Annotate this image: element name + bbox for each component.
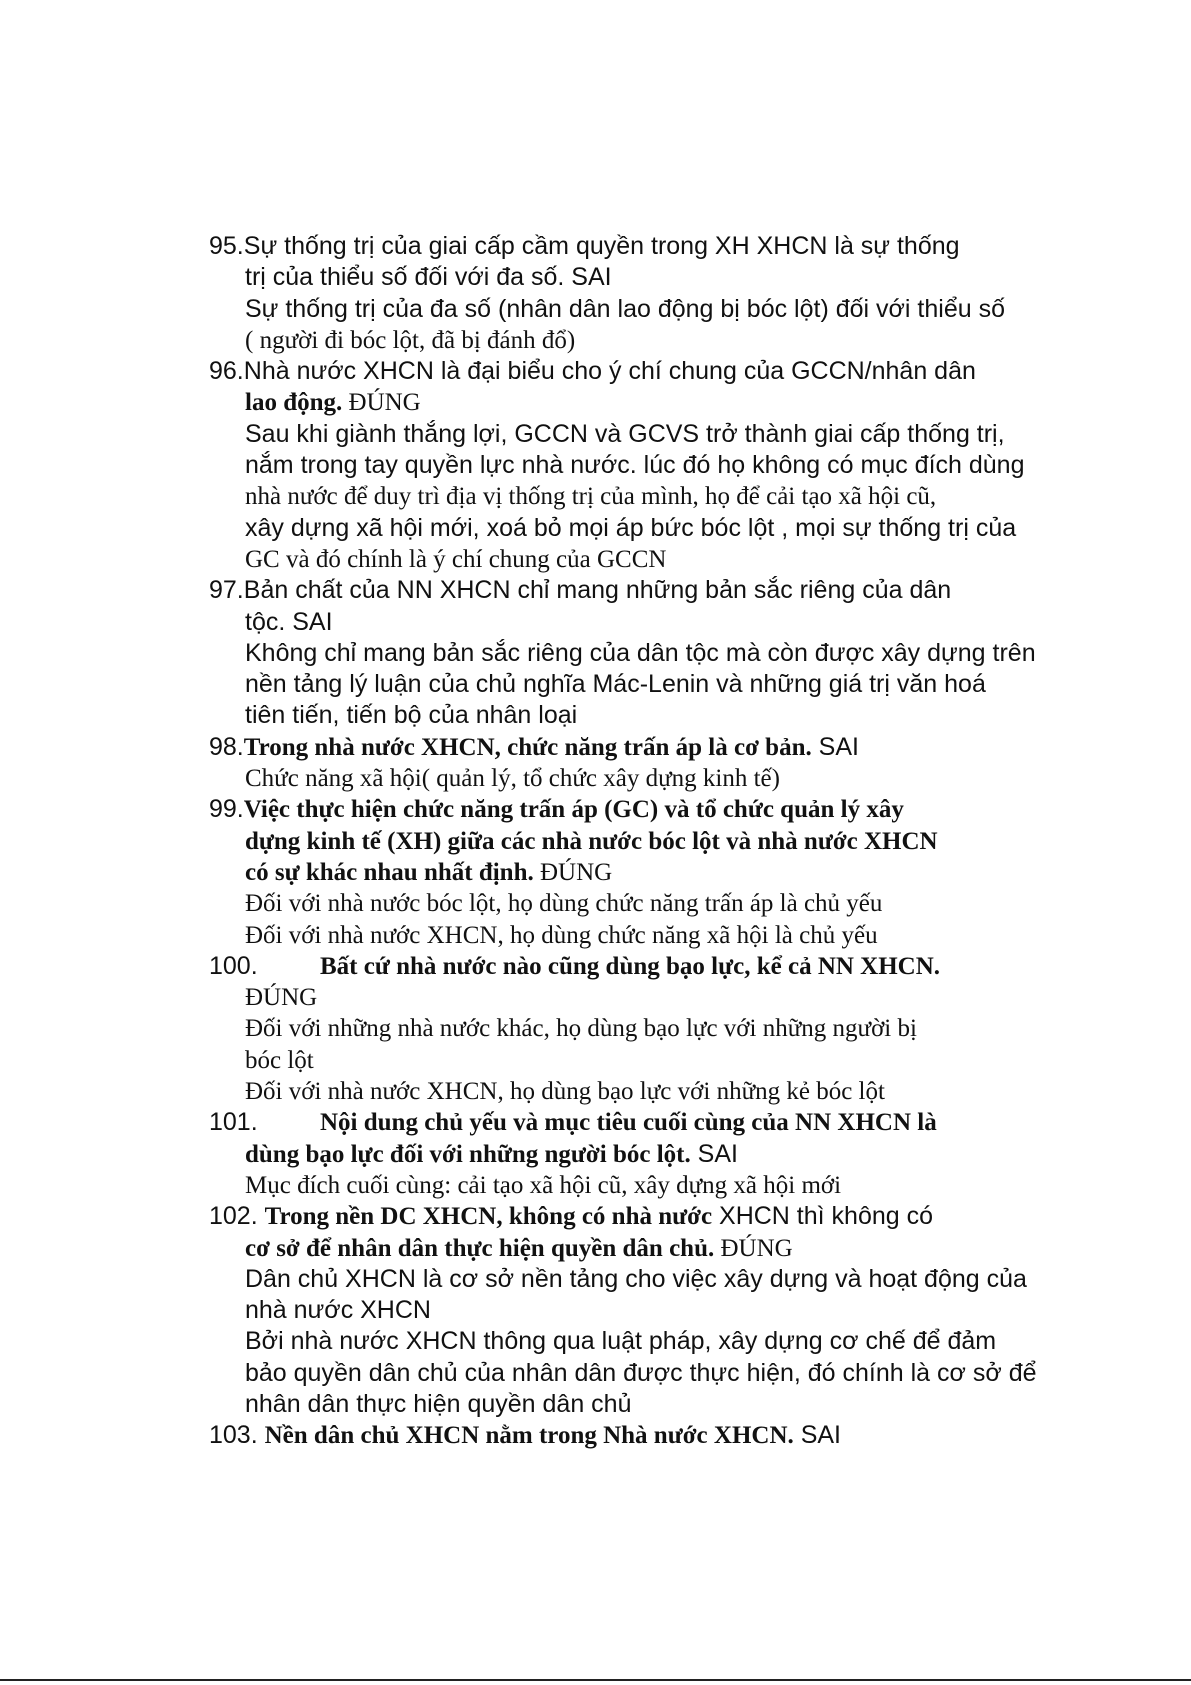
question-text: trị của thiểu số đối với đa số. [245, 263, 565, 292]
answer-line: Đối với nhà nước XHCN, họ dùng chức năng xã hội là chủ yếu [245, 921, 878, 949]
verdict: ĐÚNG [533, 858, 613, 886]
verdict: SAI [690, 1139, 738, 1168]
question-99 [209, 794, 1109, 950]
question-text: Trong nền DC XHCN, không có nhà nước [264, 1203, 713, 1231]
answer-line: nhà nước XHCN [245, 1296, 431, 1325]
question-number: 98. [209, 732, 244, 761]
answer-line: Mục đích cuối cùng: cải tạo xã hội cũ, xây dựng xã hội mới [245, 1171, 842, 1199]
question-number: 99. [209, 795, 244, 824]
question-number: 100. [209, 951, 258, 980]
question-96 [209, 356, 1109, 575]
question-100 [209, 951, 1109, 1107]
verdict: SAI [811, 732, 859, 761]
question-text: cơ sở để nhân dân thực hiện quyền dân chủ. [245, 1234, 715, 1262]
answer-line: bóc lột [245, 1046, 314, 1074]
answer-line: Đối với nhà nước bóc lột, họ dùng chức năng trấn áp là chủ yếu [245, 890, 883, 918]
verdict: ĐÚNG [342, 389, 421, 417]
question-text: Nền dân chủ XHCN nằm trong Nhà nước XHCN. [264, 1422, 794, 1450]
answer-line: xây dựng xã hội mới, xoá bỏ mọi áp bức bóc lột , mọi sự thống trị của [245, 513, 1017, 542]
answer-line: nhân dân thực hiện quyền dân chủ [245, 1389, 632, 1418]
question-number: 102. [209, 1202, 258, 1231]
question-text: dựng kinh tế (XH) giữa các nhà nước bóc lột và nhà nước XHCN [245, 827, 938, 855]
question-98 [209, 732, 1109, 795]
page-bottom-rule [0, 1679, 1191, 1681]
answer-line: nền tảng lý luận của chủ nghĩa Mác-Lenin và những giá trị văn hoá [245, 670, 986, 699]
question-103 [209, 1420, 1109, 1451]
verdict: ĐÚNG [714, 1234, 793, 1262]
verdict: ĐÚNG [245, 984, 318, 1012]
question-text: XHCN thì không có [712, 1202, 934, 1231]
answer-line: Đối với những nhà nước khác, họ dùng bạo lực với những người bị [245, 1015, 917, 1043]
question-101 [209, 1107, 1109, 1201]
question-text: Bất cứ nhà nước nào cũng dùng bạo lực, kể cả NN XHCN. [320, 952, 941, 980]
question-text: lao động. [245, 389, 343, 417]
answer-line: Bởi nhà nước XHCN thông qua luật pháp, xây dựng cơ chế để đảm [245, 1327, 997, 1356]
question-number: 103. [209, 1421, 258, 1450]
question-number: 101. [209, 1108, 258, 1137]
answer-line: nhà nước để duy trì địa vị thống trị của mình, họ để cải tạo xã hội cũ, [245, 483, 937, 511]
verdict: SAI [793, 1421, 842, 1450]
answer-line: Sự thống trị của đa số (nhân dân lao động bị bóc lột) đối với thiểu số [245, 294, 1005, 323]
answer-line: Chức năng xã hội( quản lý, tổ chức xây dựng kinh tế) [245, 765, 780, 793]
answer-line: Dân chủ XHCN là cơ sở nền tảng cho việc xây dựng và hoạt động của [245, 1264, 1027, 1293]
question-text: Bản chất của NN XHCN chỉ mang những bản sắc riêng của dân [243, 576, 952, 605]
question-95 [209, 231, 1109, 356]
question-102 [209, 1201, 1109, 1420]
question-text: Nội dung chủ yếu và mục tiêu cuối cùng của NN XHCN là [320, 1109, 937, 1137]
question-text: Trong nhà nước XHCN, chức năng trấn áp là cơ bản. [243, 733, 812, 761]
answer-line: Không chỉ mang bản sắc riêng của dân tộc mà còn được xây dựng trên [245, 638, 1036, 667]
answer-line: ( người đi bóc lột, đã bị đánh đổ) [245, 326, 576, 354]
question-text: dùng bạo lực đối với những người bóc lột. [245, 1140, 691, 1168]
question-text: Nhà nước XHCN là đại biểu cho ý chí chung của GCCN/nhân dân [243, 357, 976, 386]
question-text: Sự thống trị của giai cấp cầm quyền trong XH XHCN là sự thống [243, 232, 960, 260]
question-text: tộc. [245, 607, 286, 636]
question-number: 97. [209, 576, 244, 605]
document-content [209, 231, 1109, 1452]
question-text: có sự khác nhau nhất định. [245, 858, 534, 886]
verdict: SAI [285, 607, 333, 636]
answer-line: Đối với nhà nước XHCN, họ dùng bạo lực với những kẻ bóc lột [245, 1078, 885, 1106]
answer-line: GC và đó chính là ý chí chung của GCCN [245, 545, 667, 573]
answer-line: tiên tiến, tiến bộ của nhân loại [245, 701, 578, 730]
answer-line: Sau khi giành thắng lợi, GCCN và GCVS trở thành giai cấp thống trị, [245, 419, 1005, 448]
answer-line: bảo quyền dân chủ của nhân dân được thực hiện, đó chính là cơ sở để [245, 1358, 1037, 1387]
verdict: SAI [564, 263, 612, 292]
question-number: 95. [209, 232, 244, 260]
answer-line: nắm trong tay quyền lực nhà nước. lúc đó họ không có mục đích dùng [245, 451, 1025, 480]
question-number: 96. [209, 357, 244, 386]
question-97 [209, 575, 1109, 731]
question-text: Việc thực hiện chức năng trấn áp (GC) và tổ chức quản lý xây [243, 796, 904, 824]
